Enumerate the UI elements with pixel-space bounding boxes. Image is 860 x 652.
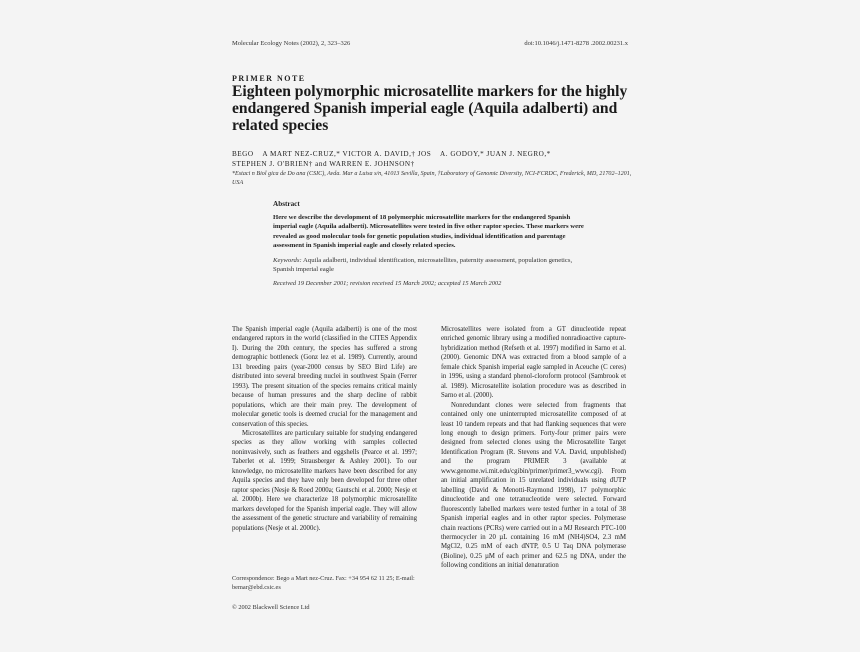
doi: doi:10.1046/j.1471-8278 .2002.00231.x xyxy=(524,40,628,47)
keywords-label: Keywords: xyxy=(273,256,302,264)
body-column-left xyxy=(232,325,417,533)
paragraph: Microsatellites were isolated from a GT dinucleotide repeat enriched genomic library using a modified nonradioactive capture-hybridization method (Refseth et al. 1997) modified in Sarno et al. (2000). Genomic DNA was extracted from a blood sample of a female chick Spanish imperial eagle sampled in Aceuche (C ceres) in 1996, using a standard phenol-cloroform protocol (Sambrook et al. 1989). Microsatellite isolation procedure was as described in Sarno et al. (2000). xyxy=(441,326,626,400)
section-label: PRIMER NOTE xyxy=(232,74,306,83)
abstract xyxy=(273,200,593,287)
abstract-heading: Abstract xyxy=(273,200,300,208)
keywords xyxy=(273,256,593,275)
author-list xyxy=(232,149,632,169)
article-title: Eighteen polymorphic microsatellite markers for the highly endangered Spanish imperial eagle (Aquila adalberti) and related species xyxy=(232,83,628,134)
journal-citation: Molecular Ecology Notes (2002), 2, 323–326 xyxy=(232,40,351,47)
abstract-body: Here we describe the development of 18 polymorphic microsatellite markers for the endangered Spanish imperial eagle (Aquila adalberti). Microsatellites were tested in five other raptor species. These markers were revealed as good molecular tools for genetic population studies, individual identification and parentage assessment in Spanish imperial eagle and closely related species. xyxy=(273,214,584,250)
keywords-text: Aquila adalberti, individual identification, microsatellites, paternity assessment, population genetics, Spanish imperial eagle xyxy=(273,256,573,274)
paragraph: The Spanish imperial eagle (Aquila adalberti) is one of the most endangered raptors in the world (classified in the CITES Appendix I). During the 20th century, the species has suffered a strong demographic bottleneck (Gonz lez et al. 1989). Currently, around 131 breeding pairs (year-2000 census by SEO Bird Life) are distributed into several breeding nuclei in southwest Spain (Ferrer 1993). The present situation of the species remains critical mainly because of human pressures and the sharp decline of rabbit populations, which are their main prey. The development of molecular genetic tools is deemed crucial for the management and conservation of this species. xyxy=(232,326,417,428)
copyright-footer: © 2002 Blackwell Science Ltd xyxy=(232,604,310,611)
paragraph: Microsatellites are particulary suitable for studying endangered species as they allow working with samples collected noninvasively, such as feathers and eggshells (Pearce et al. 1997; Taberlet et al. 1999; Strausberger & Ashley 2001). To our knowledge, no microsatellite markers have been described for any Aquila species and they have only been developed for three other raptor species (Nesje & Roed 2000a; Gautschi et al. 2000; Nesje et al. 2000b). Here we characterize 18 polymorphic microsatellite markers developed for the Spanish imperial eagle. They will allow the assessment of the genetic structure and variability of remaining populations (Nesje et al. 2000c). xyxy=(232,429,417,532)
correspondence-note: Correspondence: Bego a Mart nez-Cruz. Fax: +34 954 62 11 25; E-mail: bemar@ebd.csic.es xyxy=(232,575,415,592)
affiliations: *Estaci n Biol gica de Do ana (CSIC), Avda. Mar a Luisa s/n, 41013 Sevilla, Spain, †Laboratory of Genomic Diversity, NCI-FCRDC, Frederick, MD, 21702–1201, USA xyxy=(232,171,632,186)
received-dates: Received 19 December 2001; revision received 15 March 2002; accepted 15 March 2002 xyxy=(273,280,502,288)
body-column-right xyxy=(441,325,626,571)
paragraph: Nonredundant clones were selected from fragments that contained only one uninterrupted microsatellite composed of at least 10 tandem repeats and that had flanking sequences that were long enough to design primers. Forty-four primer pairs were designed from selected clones using the Microsatellite Target Identification Program (R. Stevens and V.A. David, unpublished) and the program PRIMER 3 (available at www.genome.wi.mit.edu/cgibin/primer/primer3_www.cgi). From an initial amplification in 15 unrelated individuals using dUTP labelling (David & Menotti-Raymond 1998), 17 polymorphic dinucleotide and one tetranucleotide were selected. Forward fluorescently labelled markers were tested further in a total of 38 Spanish imperial eagles and in other raptor species. Polymerase chain reactions (PCRs) were carried out in a MJ Research PTC-100 thermocycler in 20 µL containing 16 mM (NH4)SO4, 2.3 mM MgCl2, 0.25 mM of each dNTP, 0.5 U Taq DNA polymerase (Bioline), 0.25 µM of each primer and 62.5 ng DNA, under the following conditions an initial denaturation xyxy=(441,401,626,570)
authors-line-1: BEGO A MART NEZ-CRUZ,* VICTOR A. DAVID,† JOS A. GODOY,* JUAN J. NEGRO,* xyxy=(232,150,551,158)
authors-line-2: STEPHEN J. O'BRIEN† and WARREN E. JOHNSON† xyxy=(232,160,415,168)
